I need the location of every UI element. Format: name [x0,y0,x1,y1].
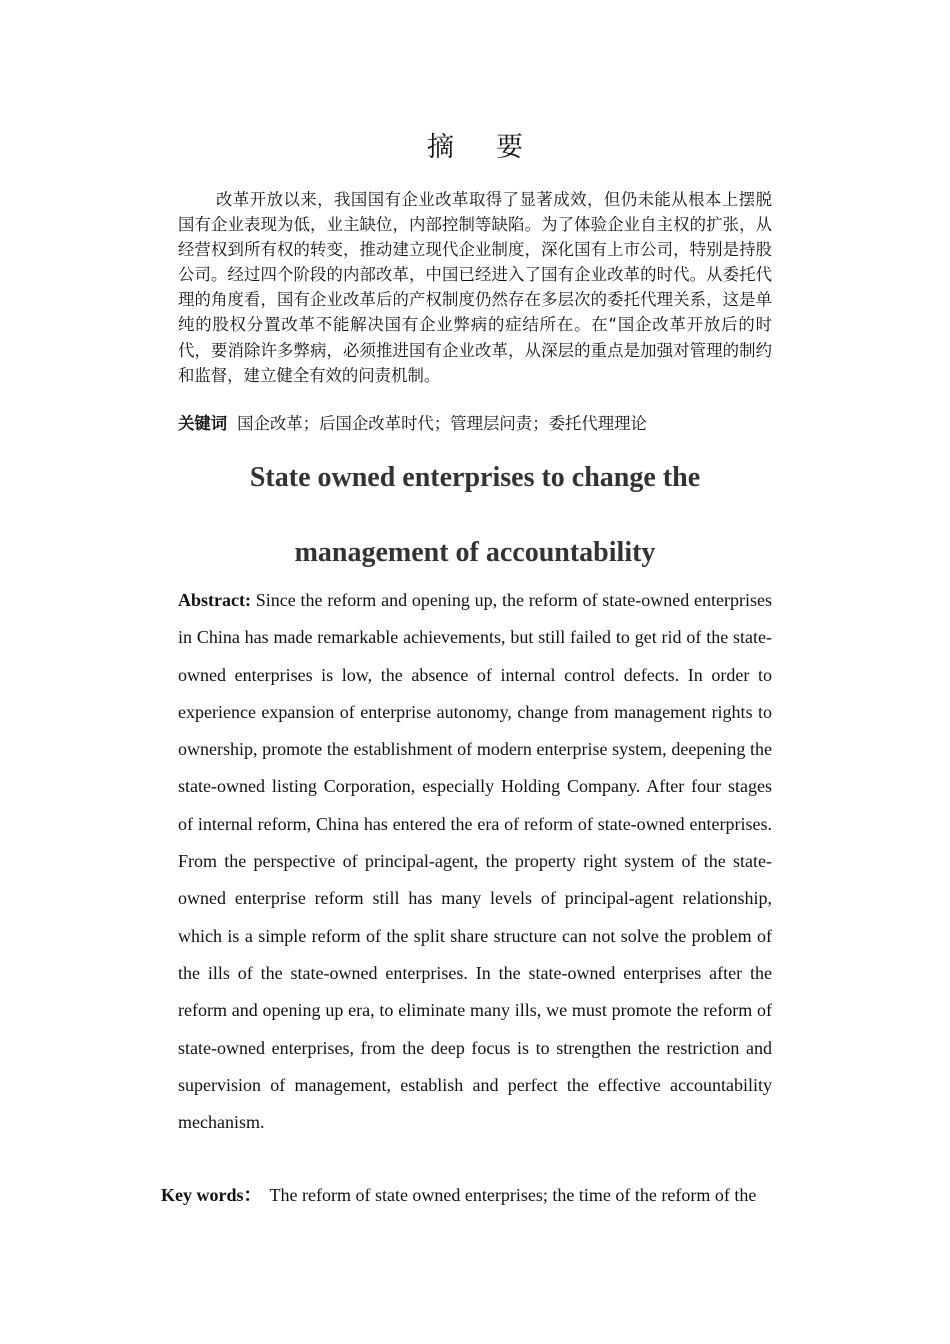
english-abstract-label: Abstract: [178,590,251,610]
english-title [120,440,830,590]
english-abstract [178,582,772,1141]
chinese-keywords-label: 关键词 [178,414,228,433]
chinese-abstract-body: 改革开放以来，我国国有企业改革取得了显著成效，但仍未能从根本上摆脱国有企业表现为低，业主缺位，内部控制等缺陷。为了体验企业自主权的扩张，从经营权到所有权的转变，推动建立现代企业制度，深化国有上市公司，特别是持股公司。经过四个阶段的内部改革，中国已经进入了国有企业改革的时代。从委托代理的角度看，国有企业改革后的产权制度仍然存在多层次的委托代理关系，这是单纯的股权分置改革不能解决国有企业弊病的症结所在。在“国企改革开放后的时代，要消除许多弊病，必须推进国有企业改革，从深层的重点是加强对管理的制约和监督，建立健全有效的问责机制。 [178,190,772,385]
english-keywords-label: Key words： [161,1185,262,1205]
english-abstract-body: Since the reform and opening up, the reform of state-owned enterprises in China has made remarkable achievements, but still failed to get rid of the state-owned enterprises is low, the absence of internal control defects. In order to experience expansion of enterprise autonomy, change from management rights to ownership, promote the establishment of modern enterprise system, deepening the state-owned listing Corporation, especially Holding Company. After four stages of internal reform, China has entered the era of reform of state-owned enterprises. From the perspective of principal-agent, the property right system of the state-owned enterprise reform still has many levels of principal-agent relationship, which is a simple reform of the split share structure can not solve the problem of the ills of the state-owned enterprises. In the state-owned enterprises after the reform and opening up era, to eliminate many ills, we must promote the reform of state-owned enterprises, from the deep focus is to strengthen the restriction and supervision of management, establish and perfect the effective accountability mechanism. [178,590,772,1133]
chinese-abstract-title: 摘要 [427,132,565,163]
english-title-line-2: management of accountability [294,537,656,568]
english-title-line-1: State owned enterprises to change the [249,462,701,493]
english-keywords-text: The reform of state owned enterprises; the time of the reform of the [269,1185,757,1205]
chinese-keywords-text: 国企改革；后国企改革时代；管理层问责；委托代理理论 [237,414,647,433]
chinese-keywords-line [178,411,798,437]
english-keywords-line [161,1180,801,1210]
